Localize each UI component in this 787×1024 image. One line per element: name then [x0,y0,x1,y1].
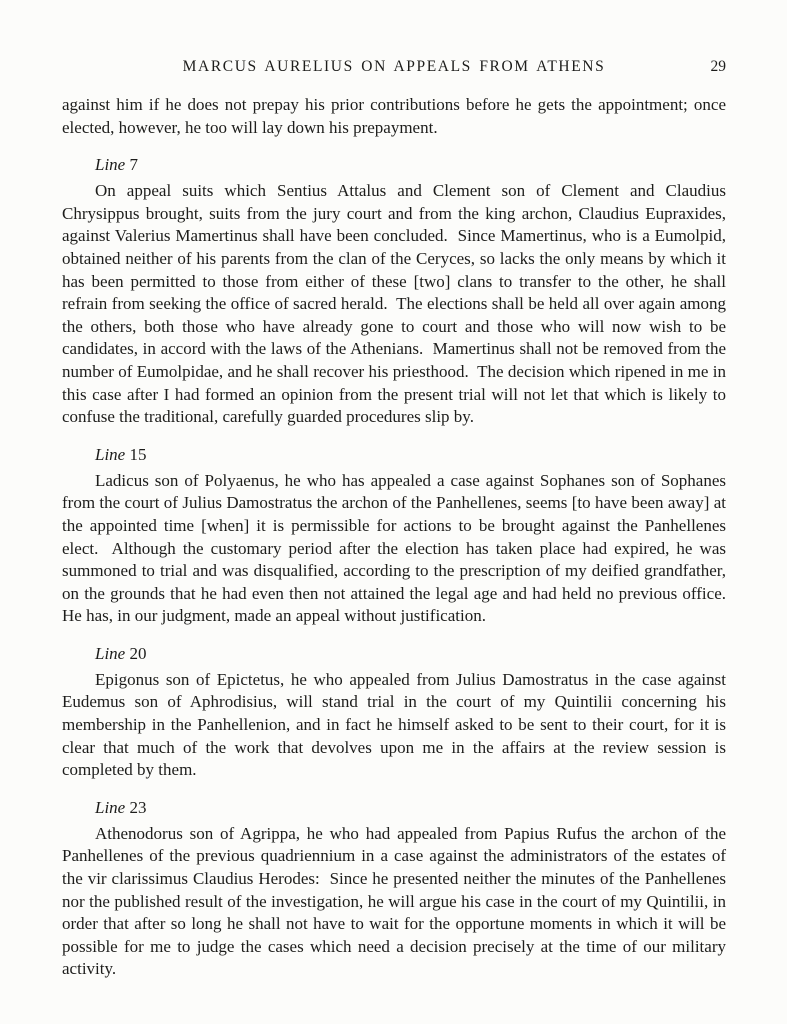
line-heading-word: Line [95,643,126,663]
line-heading [62,153,726,176]
section-line-7 [62,153,731,429]
line-heading-number: 7 [129,155,138,175]
section-line-20 [62,642,731,782]
line-heading [62,443,726,466]
line-heading-number: 23 [129,797,147,817]
line-heading [62,642,726,665]
paragraph: Ladicus son of Polyaenus, he who has appealed a case against Sophanes son of Sophanes from the court of Julius Damostratus the archon of the Panhellenes, seems [to have been away] at the appointed time [when] it is permissible for actions to be brought against the Panhellenes elect. Although the customary period after the election has taken place had expired, he was summoned to trial and was disqualified, according to the prescription of my deified grandfather, on the grounds that he had even then not attained the legal age and had held no previous office. He has, in our judgment, made an appeal without justification. [62,470,735,626]
page-number: 29 [710,58,726,75]
line-heading-word: Line [95,155,126,175]
section-line-15 [62,443,735,628]
running-header [62,58,726,80]
text-block [62,58,735,981]
page-title: MARCUS AURELIUS ON APPEALS FROM ATHENS [182,58,606,75]
paragraph: On appeal suits which Sentius Attalus and Clement son of Clement and Claudius Chrysippus brought, suits from the jury court and from the king archon, Claudius Eupraxides, against Valerius Mamertinus shall have been concluded. Since Mamertinus, who is a Eumolpid, obtained neither of his parents from the clan of the Ceryces, so lacks the only means by which it has been permitted to those from either of these [two] clans to transfer to the other, he shall refrain from seeking the office of sacred herald. The elections shall be held all over again among the others, both those who have already gone to court and those who will now wish to be candidates, in accord with the laws of the Athenians. Mamertinus shall not be removed from the number of Eumolpidae, and he shall recover his priesthood. The decision which ripened in me in this case after I had formed an opinion from the present trial will not let that which is likely to confuse the traditional, carefully guarded procedures slip by. [62,181,731,427]
section-line-23 [62,796,731,981]
paragraph: Athenodorus son of Agrippa, he who had appealed from Papius Rufus the archon of the Panhellenes of the previous quadriennium in a case against the administrators of the estates of the vir clarissimus Claudius Herodes: Since he presented neither the minutes of the Panhellenes nor the published result of the investigation, he will argue his case in the court of my Quintilii, in order that after so long he shall not have to wait for the opportune moments in which it will be possible for me to judge the cases which need a decision precisely at the time of our military activity. [62,823,731,979]
line-heading-word: Line [95,797,126,817]
line-heading-number: 20 [129,643,147,663]
line-heading-number: 15 [129,444,147,464]
paragraph: Epigonus son of Epictetus, he who appealed from Julius Damostratus in the case against Eudemus son of Aphrodisius, will stand trial in the court of my Quintilii concerning his membership in the Panhellenion, and in fact he himself asked to be sent to their court, for it is clear that much of the work that devolves upon me in the affairs at the review session is completed by them. [62,669,731,780]
line-heading-word: Line [95,444,126,464]
opening-paragraph: against him if he does not prepay his prior contributions before he gets the appointment; once elected, however, he too will lay down his prepayment. [62,95,731,137]
line-heading [62,796,726,819]
